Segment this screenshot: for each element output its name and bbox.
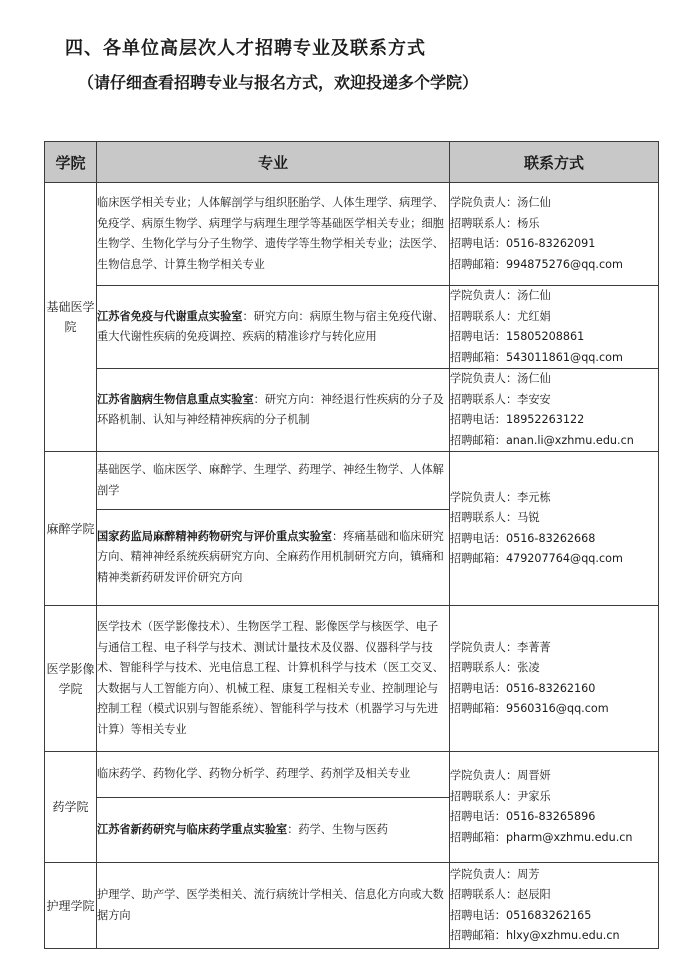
contact-recruiter: 尹家乐 xyxy=(517,789,551,803)
contact-email: 994875276@qq.com xyxy=(505,257,623,271)
contact-recruiter: 杨乐 xyxy=(517,216,540,230)
college-name-text: 医学影像学院 xyxy=(46,661,95,696)
major-cell xyxy=(97,606,450,752)
contact-label: 学院负责人： xyxy=(450,372,518,385)
contact-label: 招聘邮箱： xyxy=(450,830,506,844)
contact-label: 招聘联系人： xyxy=(450,511,518,524)
contact-label: 招聘邮箱： xyxy=(450,702,506,715)
contact-head: 周晋妍 xyxy=(517,769,551,782)
contact-label: 招聘电话： xyxy=(450,531,506,545)
contact-label: 招聘邮箱： xyxy=(450,257,506,271)
major-cell xyxy=(97,369,450,452)
contact-label: 招聘电话： xyxy=(450,237,506,250)
contact-cell xyxy=(450,863,659,949)
contact-label: 招聘邮箱： xyxy=(450,552,506,565)
contact-label: 招聘邮箱： xyxy=(450,433,506,447)
contact-email: 9560316@qq.com xyxy=(505,702,609,715)
contact-phone: 18952263122 xyxy=(505,413,585,426)
contact-label: 学院负责人： xyxy=(450,289,518,302)
major-text: ：药学、生物与医药 xyxy=(287,822,388,836)
major-text: ：疼痛基础和临床研究方向、精神神经系统疾病研究方向、全麻药作用机制研究方向，镇痛和精神类新药研发评价研究方向 xyxy=(97,529,444,584)
table-row xyxy=(45,286,659,369)
table-row xyxy=(45,752,659,798)
major-text: ：研究方向：神经退行性疾病的分子及环路机制、认知与神经精神疾病的分子机制 xyxy=(97,392,444,426)
contact-label: 学院负责人： xyxy=(450,769,518,782)
lab-name: 江苏省新药研究与临床药学重点实验室 xyxy=(97,822,288,836)
contact-label: 学院负责人： xyxy=(450,640,518,654)
lab-name: 江苏省免疫与代谢重点实验室 xyxy=(97,309,243,323)
contact-head: 周芳 xyxy=(517,867,540,881)
major-cell xyxy=(97,863,450,949)
college-name-text: 麻醉学院 xyxy=(46,521,95,536)
major-text: 基础医学、临床医学、麻醉学、生理学、药理学、神经生物学、人体解剖学 xyxy=(97,463,444,497)
page-title: 四、各单位高层次人才招聘专业及联系方式 xyxy=(65,38,426,59)
college-name xyxy=(45,606,97,752)
contact-label: 招聘联系人： xyxy=(450,216,518,230)
contact-label: 招聘联系人： xyxy=(450,661,518,674)
contact-phone: 0516-83262091 xyxy=(505,237,596,250)
contact-email: hlxy@xzhmu.edu.cn xyxy=(505,929,620,942)
contact-recruiter: 马锐 xyxy=(517,511,540,524)
contact-phone: 0516-83262668 xyxy=(505,531,596,545)
contact-cell xyxy=(450,183,659,286)
college-name xyxy=(45,863,97,949)
major-text: 护理学、助产学、医学类相关、流行病统计学相关、信息化方向或大数据方向 xyxy=(97,888,444,922)
college-name-text: 基础医学院 xyxy=(46,300,95,334)
contact-email: 479207764@qq.com xyxy=(505,552,623,565)
table-row xyxy=(45,606,659,752)
major-text: 临床药学、药物化学、药物分析学、药理学、药剂学及相关专业 xyxy=(97,767,411,781)
contact-label: 招聘电话： xyxy=(450,810,506,823)
contact-label: 学院负责人： xyxy=(450,867,518,881)
major-cell xyxy=(97,183,450,286)
contact-label: 招聘电话： xyxy=(450,908,506,922)
contact-label: 招聘邮箱： xyxy=(450,350,506,364)
college-name xyxy=(45,752,97,863)
contact-phone: 0516-83262160 xyxy=(505,681,596,695)
contact-label: 招聘电话： xyxy=(450,681,506,695)
major-text: 医学技术（医学影像技术）、生物医学工程、影像医学与核医学、电子与通信工程、电子科学与技术、测试计量技术及仪器、仪器科学与技术、智能科学与技术、光电信息工程、计算机科学与技术（医工交叉、大数据与人工智能方向）、机械工程、康复工程相关专业、控制理论与控制工程（模式识别与智能系统）、智能科学与技术（机器学习与先进计算）等相关专业 xyxy=(97,620,444,736)
contact-cell xyxy=(450,369,659,452)
contact-head: 李菁菁 xyxy=(517,640,551,654)
contact-head: 汤仁仙 xyxy=(517,372,551,385)
contact-cell xyxy=(450,452,659,606)
college-name-text: 护理学院 xyxy=(46,898,95,913)
table-row xyxy=(45,183,659,286)
contact-email: anan.li@xzhmu.edu.cn xyxy=(505,433,634,447)
table-row xyxy=(45,863,659,949)
contact-head: 汤仁仙 xyxy=(517,289,551,302)
contact-label: 招聘电话： xyxy=(450,413,506,426)
contact-recruiter: 张凌 xyxy=(517,661,540,674)
contact-label: 招聘联系人： xyxy=(450,888,518,901)
table-row xyxy=(45,452,659,510)
contact-email: pharm@xzhmu.edu.cn xyxy=(505,830,633,844)
table-row xyxy=(45,369,659,452)
contact-phone: 0516-83265896 xyxy=(505,810,596,823)
header-college: 学院 xyxy=(45,142,97,183)
lab-name: 国家药监局麻醉精神药物研究与评价重点实验室 xyxy=(97,529,332,543)
major-cell xyxy=(97,286,450,369)
contact-label: 招聘电话： xyxy=(450,330,506,343)
contact-recruiter: 李安安 xyxy=(517,392,551,406)
header-major: 专业 xyxy=(97,142,450,183)
contact-head: 李元栋 xyxy=(517,490,551,504)
contact-phone: 05168326​2165 xyxy=(505,908,592,922)
college-name xyxy=(45,452,97,606)
recruitment-table xyxy=(44,141,659,949)
major-cell xyxy=(97,452,450,510)
major-text: 临床医学相关专业；人体解剖学与组织胚胎学、人体生理学、病理学、免疫学、病原生物学、病理学与病理生理学等基础医学相关专业；细胞生物学、生物化学与分子生物学、遗传学等生物学相关专业；法医学、生物信息学、计算生物学相关专业 xyxy=(97,196,444,271)
contact-label: 招聘邮箱： xyxy=(450,929,506,942)
contact-cell xyxy=(450,606,659,752)
contact-label: 招聘联系人： xyxy=(450,392,518,406)
contact-head: 汤仁仙 xyxy=(517,196,551,209)
table-header-row xyxy=(45,142,659,183)
major-cell xyxy=(97,510,450,606)
contact-label: 学院负责人： xyxy=(450,196,518,209)
lab-name: 江苏省脑病生物信息重点实验室 xyxy=(97,392,254,406)
college-name-text: 药学院 xyxy=(52,800,89,814)
major-cell xyxy=(97,798,450,863)
college-name xyxy=(45,183,97,452)
major-cell xyxy=(97,752,450,798)
contact-label: 招聘联系人： xyxy=(450,789,518,803)
contact-recruiter: 赵辰阳 xyxy=(517,888,551,901)
contact-phone: 15805208861 xyxy=(505,330,585,343)
contact-cell xyxy=(450,752,659,863)
contact-label: 招聘联系人： xyxy=(450,309,518,323)
major-text: ：研究方向：病原生物与宿主免疫代谢、重大代谢性疾病的免疫调控、疾病的精准诊疗与转化应用 xyxy=(97,309,444,343)
page-subtitle: （请仔细查看招聘专业与报名方式，欢迎投递多个学院） xyxy=(78,73,479,92)
contact-email: 543011861@qq.com xyxy=(505,350,623,364)
contact-label: 学院负责人： xyxy=(450,490,518,504)
header-contact: 联系方式 xyxy=(450,142,659,183)
contact-cell xyxy=(450,286,659,369)
contact-recruiter: 尤红娟 xyxy=(517,309,551,323)
